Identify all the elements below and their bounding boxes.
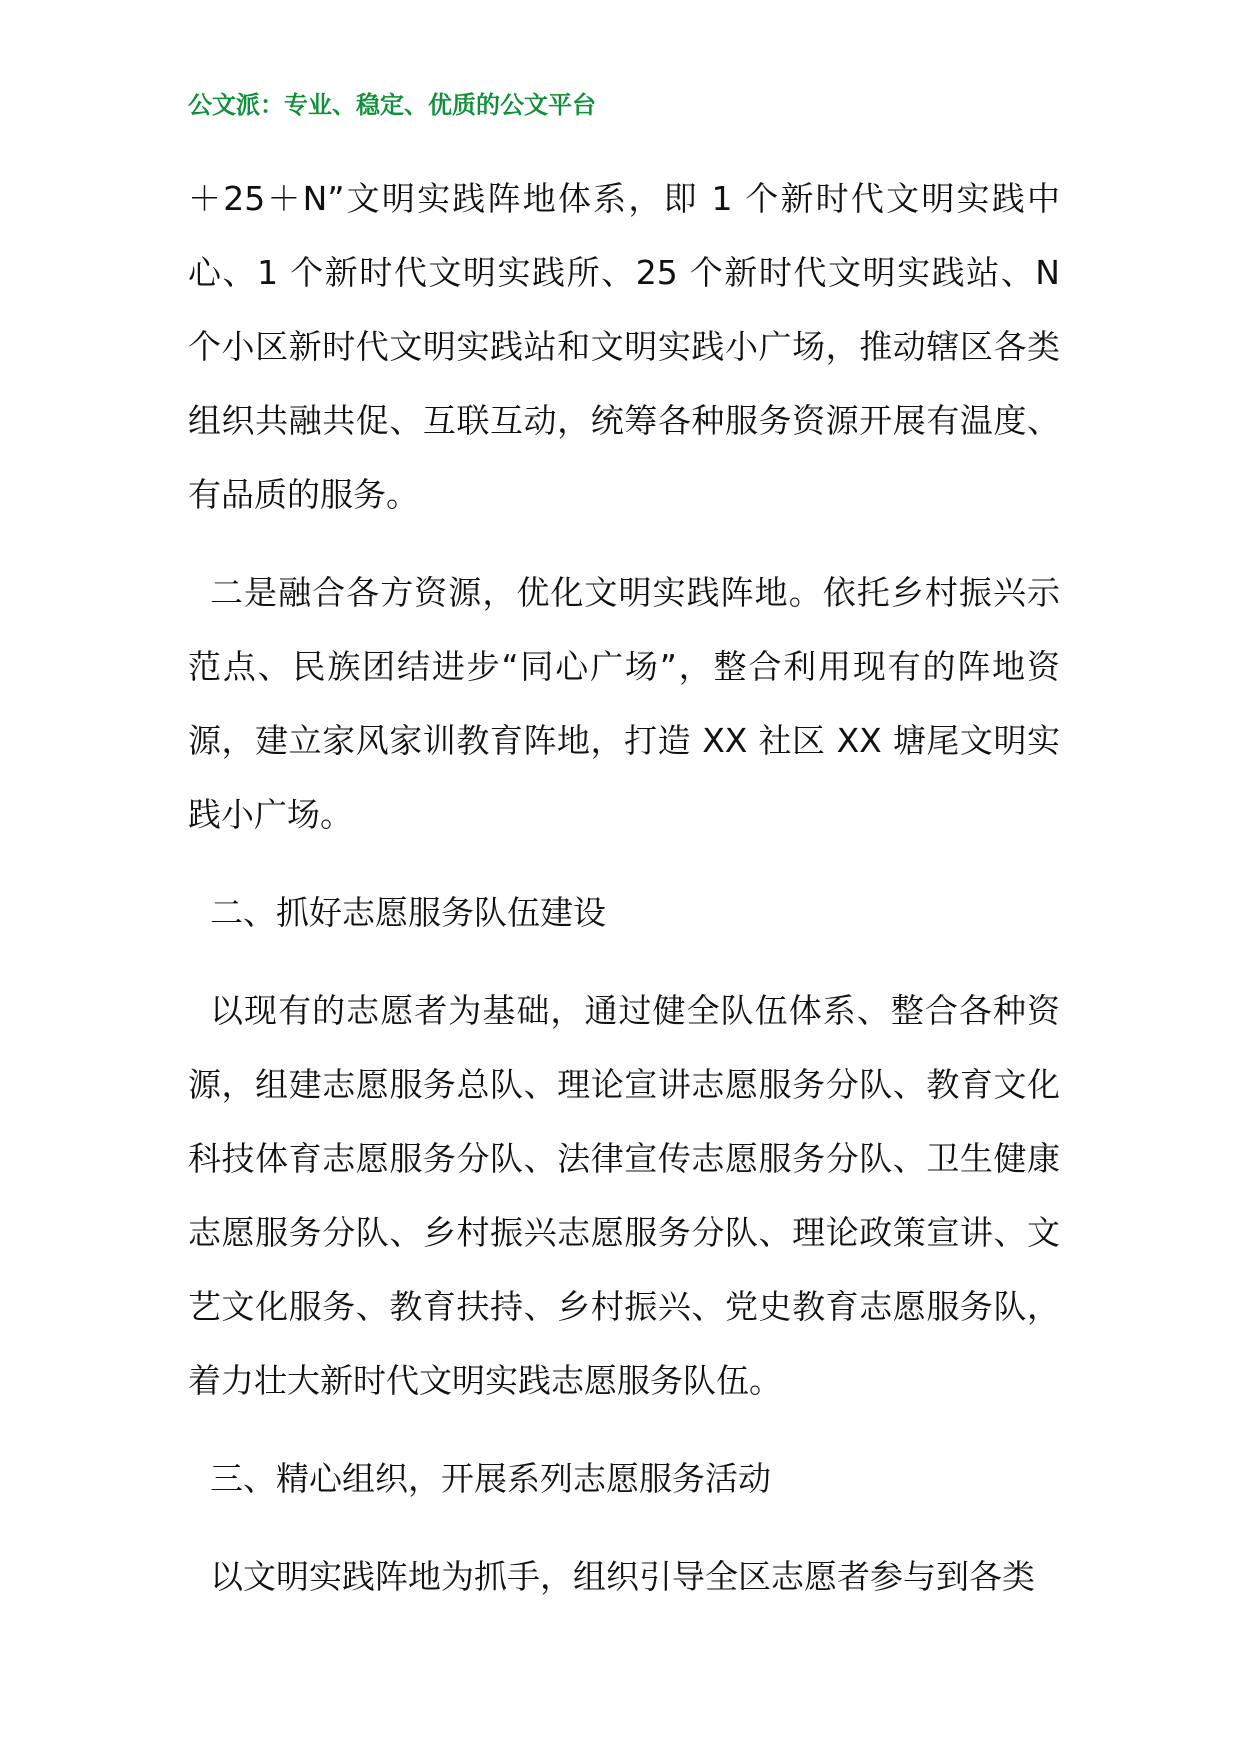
paragraph-volunteer-team: 以现有的志愿者为基础，通过健全队伍体系、整合各种资源，组建志愿服务总队、理论宣讲志愿服务分队、教育文化科技体育志愿服务分队、法律宣传志愿服务分队、卫生健康志愿服务分队、乡村振兴志愿服务分队、理论政策宣讲、文艺文化服务、教育扶持、乡村振兴、党史教育志愿服务队，着力壮大新时代文明实践志愿服务队伍。 — [188, 991, 1060, 1400]
document-body — [188, 162, 1060, 1638]
paragraph-integrate-resources: 二是融合各方资源，优化文明实践阵地。依托乡村振兴示范点、民族团结进步“同心广场”，整合利用现有的阵地资源，建立家风家训教育阵地，打造 XX 社区 XX 塘尾文明实践小广场。 — [188, 573, 1060, 834]
section-heading-volunteer-team: 二、抓好志愿服务队伍建设 — [210, 893, 606, 932]
section-heading-volunteer-activities: 三、精心组织，开展系列志愿服务活动 — [210, 1459, 771, 1498]
header-banner: 公文派：专业、稳定、优质的公文平台 — [188, 90, 596, 119]
paragraph-volunteer-activities: 以文明实践阵地为抓手，组织引导全区志愿者参与到各类 — [210, 1557, 1035, 1596]
paragraph-practice-system: ＋25＋N”文明实践阵地体系，即 1 个新时代文明实践中心、1 个新时代文明实践所、25 个新时代文明实践站、N 个小区新时代文明实践站和文明实践小广场，推动辖区各类组织共融共促、互联互动，统筹各种服务资源开展有温度、有品质的服务。 — [188, 179, 1060, 514]
